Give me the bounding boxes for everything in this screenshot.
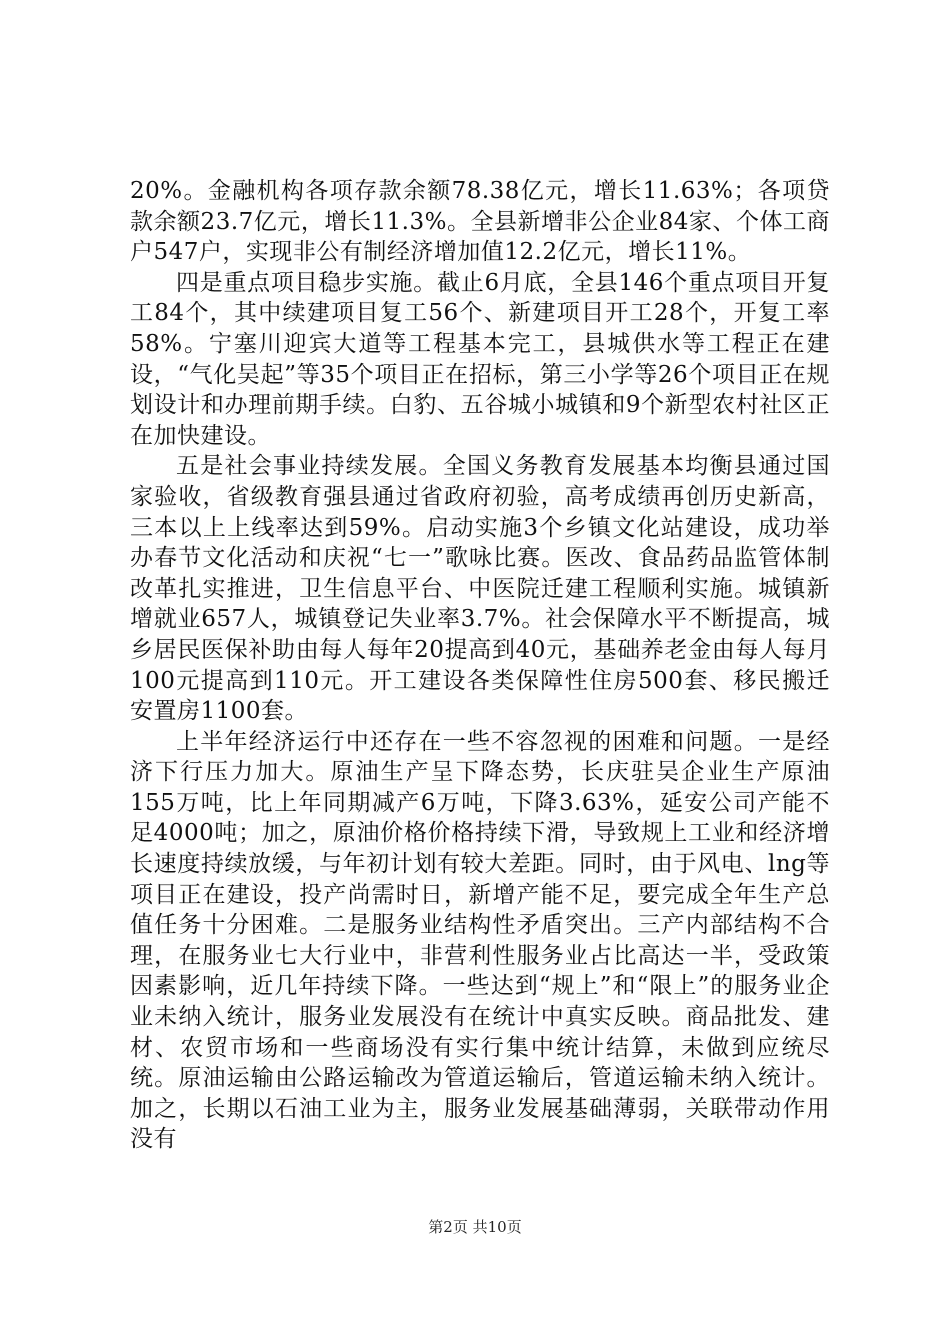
paragraph-1: 20%。金融机构各项存款余额78.38亿元，增长11.63%；各项贷款余额23.7亿元，增长11.3%。全县新增非公企业84家、个体工商户547户，实现非公有制经济增加值12.2亿元，增长11%。 <box>130 178 830 266</box>
paragraph-4: 上半年经济运行中还存在一些不容忽视的困难和问题。一是经济下行压力加大。原油生产呈下降态势，长庆驻吴企业生产原油155万吨，比上年同期减产6万吨，下降3.63%，延安公司产能不足4000吨；加之，原油价格价格持续下滑，导致规上工业和经济增长速度持续放缓，与年初计划有较大差距。同时，由于风电、lng等项目正在建设，投产尚需时日，新增产能不足，要完成全年生产总值任务十分困难。二是服务业结构性矛盾突出。三产内部结构不合理，在服务业七大行业中，非营利性服务业占比高达一半，受政策因素影响，近几年持续下降。一些达到“规上”和“限上”的服务业企业未纳入统计，服务业发展没有在统计中真实反映。商品批发、建材、农贸市场和一些商场没有实行集中统计结算，未做到应统尽统。原油运输由公路运输改为管道运输后，管道运输未纳入统计。加之，长期以石油工业为主，服务业发展基础薄弱，关联带动作用没有 <box>130 728 830 1153</box>
page-footer: 第2页 共10页 <box>428 1218 522 1236</box>
paragraph-2: 四是重点项目稳步实施。截止6月底，全县146个重点项目开复工84个，其中续建项目复工56个、新建项目开工28个，开复工率58%。宁塞川迎宾大道等工程基本完工，县城供水等工程正在建设，“气化吴起”等35个项目正在招标，第三小学等26个项目正在规划设计和办理前期手续。白豹、五谷城小城镇和9个新型农村社区正在加快建设。 <box>130 269 830 449</box>
body-text <box>130 176 830 1155</box>
paragraph-3: 五是社会事业持续发展。全国义务教育发展基本均衡县通过国家验收，省级教育强县通过省政府初验，高考成绩再创历史新高，三本以上上线率达到59%。启动实施3个乡镇文化站建设，成功举办春节文化活动和庆祝“七一”歌咏比赛。医改、食品药品监管体制改革扎实推进，卫生信息平台、中医院迁建工程顺利实施。城镇新增就业657人，城镇登记失业率3.7%。社会保障水平不断提高，城乡居民医保补助由每人每年20提高到40元，基础养老金由每人每月100元提高到110元。开工建设各类保障性住房500套、移民搬迁安置房1100套。 <box>130 453 830 725</box>
